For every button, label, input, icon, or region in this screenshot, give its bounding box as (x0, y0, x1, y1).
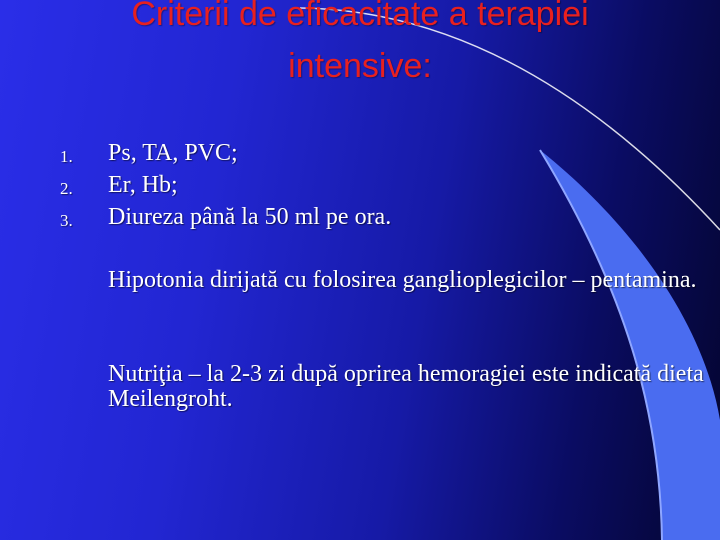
list-item (0, 204, 720, 238)
slide-title-line2: intensive: (288, 47, 432, 85)
paragraph-hypotension: Hipotonia dirijată cu folosirea ganglioplegicilor – pentamina. (108, 267, 697, 293)
list-text: Er, Hb; (108, 172, 178, 198)
slide-title-line1: Criterii de eficacitate a terapiei (131, 0, 589, 33)
list-number: 2. (60, 179, 73, 198)
list-number: 3. (60, 211, 73, 230)
paragraph-nutrition: Nutriţia – la 2-3 zi după oprirea hemoragiei este indicată dieta Meilengroht. (108, 361, 704, 412)
list-text: Ps, TA, PVC; (108, 140, 238, 166)
list-item (0, 140, 720, 174)
list-number: 1. (60, 147, 73, 166)
list-item (0, 172, 720, 206)
list-text: Diureza până la 50 ml pe ora. (108, 204, 392, 230)
